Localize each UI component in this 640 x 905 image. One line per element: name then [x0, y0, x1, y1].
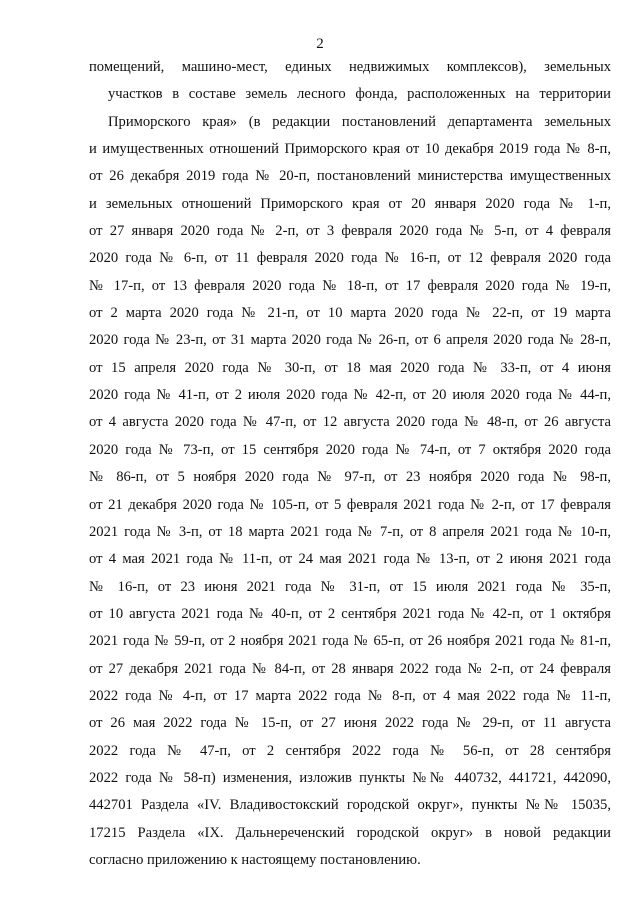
text-line: 2022 года № 47-п, от 2 сентября 2022 года № 56-п, от 28 сентября: [89, 742, 611, 759]
text-line: от 2 марта 2020 года № 21-п, от 10 марта 2020 года № 22-п, от 19 марта: [89, 305, 611, 322]
text-line: от 4 мая 2021 года № 11-п, от 24 мая 2021 года № 13-п, от 2 июня 2021 года: [89, 551, 611, 568]
text-line: 17215 Раздела «IX. Дальнереченский городской округ» в новой редакции: [89, 824, 611, 841]
text-line: 2020 года № 73-п, от 15 сентября 2020 года № 74-п, от 7 октября 2020 года: [89, 441, 611, 458]
text-line: от 10 августа 2021 года № 40-п, от 2 сентября 2021 года № 42-п, от 1 октября: [89, 605, 611, 622]
text-line: от 4 августа 2020 года № 47-п, от 12 августа 2020 года № 48-п, от 26 августа: [89, 414, 611, 431]
text-line: 2020 года № 41-п, от 2 июля 2020 года № 42-п, от 20 июля 2020 года № 44-п,: [89, 387, 611, 404]
text-line: 442701 Раздела «IV. Владивостокский городской округ», пункты №№ 15035,: [89, 797, 611, 814]
text-line: от 27 декабря 2021 года № 84-п, от 28 января 2022 года № 2-п, от 24 февраля: [89, 660, 611, 677]
text-line: 2021 года № 59-п, от 2 ноября 2021 года № 65-п, от 26 ноября 2021 года № 81-п,: [89, 633, 611, 650]
text-line: согласно приложению к настоящему постановлению.: [89, 851, 421, 868]
text-line: № 17-п, от 13 февраля 2020 года № 18-п, от 17 февраля 2020 года № 19-п,: [89, 277, 611, 294]
page-number: 2: [316, 36, 324, 52]
text-line: 2022 года № 58-п) изменения, изложив пункты №№ 440732, 441721, 442090,: [89, 769, 611, 786]
text-line: 2022 года № 4-п, от 17 марта 2022 года № 8-п, от 4 мая 2022 года № 11-п,: [89, 687, 611, 704]
text-line: № 86-п, от 5 ноября 2020 года № 97-п, от 23 ноября 2020 года № 98-п,: [89, 469, 611, 486]
text-line: Приморского края» (в редакции постановлений департамента земельных: [108, 113, 611, 130]
text-line: от 26 декабря 2019 года № 20-п, постановлений министерства имущественных: [89, 168, 611, 185]
document-body-text: [89, 54, 611, 874]
text-line: 2021 года № 3-п, от 18 марта 2021 года № 7-п, от 8 апреля 2021 года № 10-п,: [89, 523, 611, 540]
text-line: и земельных отношений Приморского края от 20 января 2020 года № 1-п,: [89, 195, 611, 212]
text-line: 2020 года № 23-п, от 31 марта 2020 года № 26-п, от 6 апреля 2020 года № 28-п,: [89, 332, 611, 349]
text-line: помещений, машино-мест, единых недвижимых комплексов), земельных: [89, 59, 611, 75]
text-line: от 21 декабря 2020 года № 105-п, от 5 февраля 2021 года № 2-п, от 17 февраля: [89, 496, 611, 513]
text-line: от 15 апреля 2020 года № 30-п, от 18 мая 2020 года № 33-п, от 4 июня: [89, 359, 611, 376]
text-line: 2020 года № 6-п, от 11 февраля 2020 года № 16-п, от 12 февраля 2020 года: [89, 250, 611, 267]
text-line: и имущественных отношений Приморского края от 10 декабря 2019 года № 8-п,: [89, 141, 611, 158]
text-line: от 27 января 2020 года № 2-п, от 3 февраля 2020 года № 5-п, от 4 февраля: [89, 223, 611, 240]
text-line: № 16-п, от 23 июня 2021 года № 31-п, от 15 июля 2021 года № 35-п,: [89, 578, 611, 595]
text-line: участков в составе земель лесного фонда, расположенных на территории: [108, 86, 611, 103]
text-line: от 26 мая 2022 года № 15-п, от 27 июня 2022 года № 29-п, от 11 августа: [89, 715, 611, 732]
